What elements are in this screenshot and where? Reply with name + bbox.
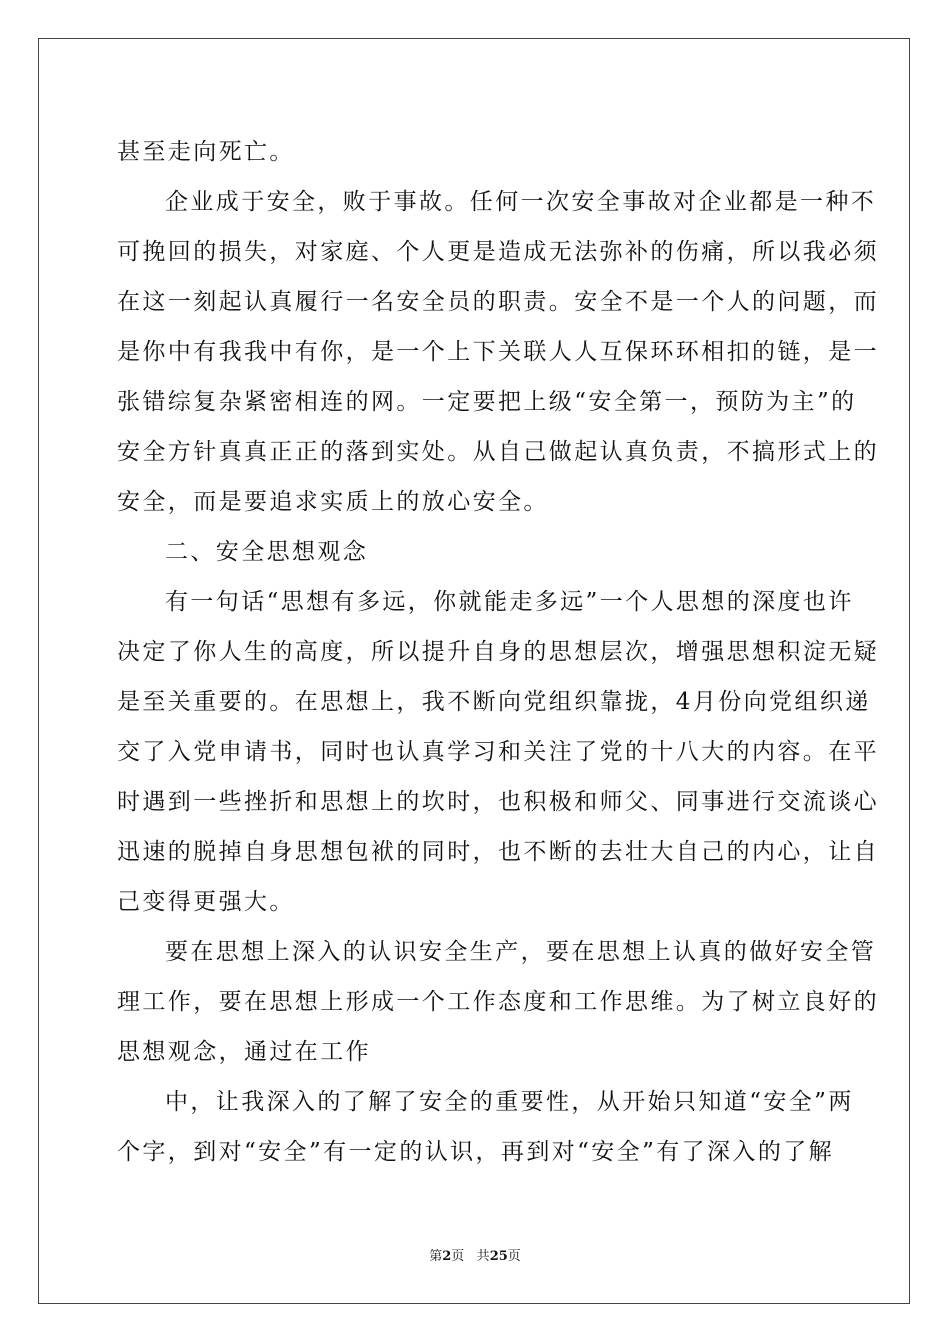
- text-line: 安全，而是要追求实质上的放心安全。: [117, 489, 549, 515]
- text-line: 决定了你人生的高度，所以提升自身的思想层次，增强思想积淀无疑: [117, 639, 879, 665]
- page-footer: [0, 1247, 950, 1267]
- text-line: 张错综复杂紧密相连的网。一定要把上级“安全第一，预防为主”的: [117, 389, 857, 415]
- text-line: 要在思想上深入的认识安全生产，要在思想上认真的做好安全管: [165, 939, 877, 965]
- text-line: 个字，到对“安全”有一定的认识，再到对“安全”有了深入的了解: [117, 1139, 835, 1165]
- page-number: 2: [442, 1249, 452, 1264]
- text-line: 理工作，要在思想上形成一个工作态度和工作思维。为了树立良好的: [117, 989, 879, 1015]
- text-line: 企业成于安全，败于事故。任何一次安全事故对企业都是一种不: [165, 189, 877, 215]
- text-line: 安全方针真真正正的落到实处。从自己做起认真负责，不搞形式上的: [117, 439, 879, 465]
- text-line: 在这一刻起认真履行一名安全员的职责。安全不是一个人的问题，而: [117, 289, 879, 315]
- text-line: 迅速的脱掉自身思想包袱的同时，也不断的去壮大自己的内心，让自: [117, 839, 879, 865]
- footer-total-suffix: 页: [507, 1249, 521, 1264]
- text-line: 是你中有我我中有你，是一个上下关联人人互保环环相扣的链，是一: [117, 339, 879, 365]
- text-line: 有一句话“思想有多远，你就能走多远”一个人思想的深度也许: [165, 589, 854, 615]
- text-line: 可挽回的损失，对家庭、个人更是造成无法弥补的伤痛，所以我必须: [117, 239, 879, 265]
- footer-total-prefix: 共: [476, 1249, 490, 1264]
- total-pages: 25: [489, 1249, 508, 1264]
- text-line: 思想观念，通过在工作: [117, 1039, 371, 1065]
- section-heading: 二、安全思想观念: [165, 539, 369, 565]
- text-line: 己变得更强大。: [117, 889, 295, 915]
- document-body: [117, 127, 879, 1177]
- text-line: 中，让我深入的了解了安全的重要性，从开始只知道“安全”两: [165, 1089, 854, 1115]
- text-line: 时遇到一些挫折和思想上的坎时，也积极和师父、同事进行交流谈心: [117, 789, 879, 815]
- footer-prefix: 第: [429, 1249, 443, 1264]
- footer-page-suffix: 页: [451, 1249, 465, 1264]
- text-line: 是至关重要的。在思想上，我不断向党组织靠拢，4月份向党组织递: [117, 689, 871, 715]
- text-line: 甚至走向死亡。: [117, 139, 295, 165]
- text-line: 交了入党申请书，同时也认真学习和关注了党的十八大的内容。在平: [117, 739, 879, 765]
